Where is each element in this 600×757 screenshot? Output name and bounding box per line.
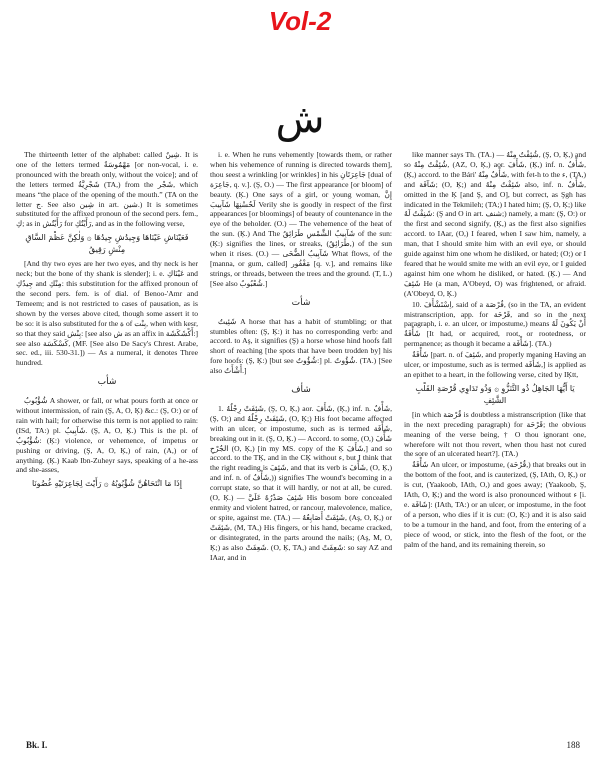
column-1 [16, 150, 198, 735]
page-number: 188 [566, 740, 580, 750]
column-2 [210, 150, 392, 740]
paragraph: like manner says Th. (TA.) — شُئِفْتُ مِنْهُ, (Ş, O, Ķ,) and so شُئِفْتُ مِنْهُ, (AZ, O, Ķ,) aor. شَأَفَ, (Ķ,) inf. n. شَأْفٌ, (Ķ,) accord. to the Bári' شَأْفٌ مِنْهُ, with fet-h to the ء, (TA,) and شَآفَة; (O, Ķ;) and شَئِفْتُ مِنْهُ also, inf. n. شَأْفٌ, omitted in the Ķ [and Ş, and O], but correct, as Şgh has indicated in the Tekmileh; (TA;) I hated him; (Ş, O, Ķ;) like شَنِفْتُ لَهُ: (Ş and O in art. شنف;) namely, a man: (Ş, O:) or the first and second signify, (Ķ,) as the first also signifies accord. to IAar, (O,) I feared, when I saw him, namely, a man, that I should smite him with an evil eye, or should guide against him one whom he disliked, or hated; (O;) or I feared that he would smite me with an evil eye, or I guided against him one whom he disliked, or hated. (Ķ.) — And شَئِفَ He (a man, A'Obeyd, O) was frightened, or afraid. (A'Obeyd, O, Ķ.) [404, 150, 586, 298]
verse-quote: فَعَيْنَاشِ عَيْنَاهَا وَجِيدُشِ جِيدُهَا ۞ وَلٰكِنَّ عَظْمَ السَّاقِ مِنْشِ رَقِيقُ [25, 233, 189, 255]
verse-quote: يَا أَيُّهَا الجَاهِلُ ذُو التَّنَزُّوِ ۞ وَذُو تَدَاوِي قُرْصَةِ القَلْبِ الشَّئِفِ [415, 383, 575, 405]
entry-heading: شأب [97, 377, 117, 388]
section-letter: ش [275, 96, 325, 142]
paragraph: i. e. When he runs vehemently [towards them, or rather when his vehemence of running is directed towards them], thou seest a wrinkling [or wrinkles] in his جَاعِرَتَانِ [dual of جَاعِرَة, q. v.]. (Ş, O.) — The first appearance [or bloom] of beauty. (Ķ.) One says of a girl, or young woman, إِنَّ لَحُسْنِهَا شَآبِيبَ Verily she is goodly in respect of the first appearances [or bloomings] of beauty of countenance in the eye of the beholder. (O.) — The vehemence of the heat of the sun. (Ķ.) And The شَآبِيبُ الشَّمْسِ طَرَائِقُ of the sun: (Ķ:) signifies the lines, or streaks, (طَرَائِقُ,) of the sun when it rises. (O.) — شَآبِيبُ الضُّحَى What flows, of the [manna, or gum, called] مَغْفُور [q. v.], and remains like strings, or threads, between the trees and the ground. (T, L.) [See also شُعْبُوبٌ.] [210, 150, 392, 288]
paragraph: [in which قُرْصَة is doubtless a mistranscription (like that in the next preceding paragraph) for قَرْحَة; the obvious meaning of the verse being, † O thou ignorant one, wherefore wilt not thou revert, when thou hast not cured the sore of an ulcerated heart?]. (TA.) [404, 409, 586, 459]
volume-label: Vol-2 [268, 6, 332, 36]
paragraph: شَئِيتٌ A horse that has a habit of stumbling; or that stumbles often: (Ş, Ķ:) it has no corresponding verb: and accord. to Aş, it signifies (Ş) a horse whose hind hoofs fall short of reaching [the spots that have been trodden by] his fore hoofs: (Ş, Ķ:) [but see شُؤُوتٌ:] pl. شُؤُوتٌ. (TA.) [See also أَشْأَتُ.] [210, 316, 392, 376]
paragraph: شُؤْبُوبٌ A shower, or fall, or what pours forth at once or without intermission, of rain (Ş, A, O, Ķ) &c.: (Ş, O:) or of rain with hail; for otherwise this term is not applied to rain: (ISd, TA:) pl. شَآبِيبُ. (Ş, A, O, Ķ.) This is the pl. of شُؤْبُوبٌ: (Ķ:) violence, or vehemence, of impetus or pushing or driving, (Ş, A, O, Ķ,) of rain, (A,) or of anything. (Ķ.) Kaab Ibn-Zuheyr says, speaking of a he-ass and she-asses, [16, 396, 198, 475]
paragraph: [And thy two eyes are her two eyes, and thy neck is her neck; but the bone of thy shank is slender]; i. e. عَيْنَاكِ and جِيدُكِ and مِنْكِ: this substitution for the affixed pronoun of the second pers. fem. is of dial. of Benoo-'Amr and Temeem; and is not restricted to cases of pausation, as is shown by the verses above cited, though some assert it to be so: it is also substituted for the ة of بِنْت, when with kesr, so that they said بِنْش: [see also ش as an affix in أَكْشَكَشَة:] see also كَسْكَسَة, (MF. [See also De Sacy's Chrest. Arabe, sec. ed., iii. 530-31.]) — As a numeral, it denotes Three hundred. [16, 259, 198, 368]
paragraph: 10. اِسْتَشْأَفَ, said of a فُرْصَة, (so in the TA, an evident mistranscription, app. for قَرْحَة, and so in the next paragraph, i. e. an ulcer, or impostume,) means أَنْ يَكُونَ لَهُ شَأْفَةٌ [It had, or acquired, root, or rootedness, or permanence; as though it became a شَأْفَة]. (TA.) [404, 299, 586, 349]
entry-heading: شأت [291, 297, 311, 308]
paragraph: 1. شَئِفَتْ رِجْلُهُ, (Ş, O, Ķ,) aor. شَأَفَ, (Ķ,) inf. n. شَأْفٌ, (Ş, O;) and شَئِفَتْ رِجْلُهُ, (O, Ķ;) His foot became affected with an ulcer, or impostume, such as is termed شَأْفَة, breaking out in it. (Ş, O, Ķ.) — Accord. to some, (O,) شَأْفَ الجُرْحِ (O, Ķ,) [in my MS. copy of the Ķ شَأَفَ,] and so accord. to the TĶ, and in the CĶ without ء, but I think that the right reading is شَئِفَ, and that its verb is شَأْفَ, (O, Ķ,) and inf. n. of شَأْفٌ,)) signifies The wound's becoming in a corrupt state, so that it will hardly, or not at all, be cured. (O, Ķ.) — شَئِفَ صَدْرُهُ عَلَيَّ His bosom bore concealed enmity and violent hatred, or rancour, malevolence, malice, or spite, against me. (TA.) — شَئِفَتْ أَصَابِعُهُ, (Aş, O, Ķ,) or شَئِفَتْ, (M, TA,) His fingers, or his hand, became cracked, or disintegrated, in the parts around the nails; (Aş, M, O, Ķ;) as also شَعِفَتْ. (O, Ķ, TA,) and شَعِفَتْ: so say AZ and IAar, and in [210, 403, 392, 562]
verse-quote: إِذَا مَا انْتَحَاهُنَّ شُؤْبُوبُهُ ۞ رَأَيْتَ لِجَاعِرَتَيْهِ غُضُونَا [32, 479, 182, 489]
entry-heading: شأف [291, 385, 311, 396]
paragraph: The thirteenth letter of the alphabet: called شِينٌ. It is one of the letters termed مَهْمُوسَةٌ [or non-vocal, i. e. pronounced with the breath only, without the voice]; and of the letters termed شَجْرِيَّةٌ (TA,) from the شَجْر, which means “the place of the opening of the mouth.” (TA on the letter ج. See also شِين in art. شين.) It is sometimes substituted for the affixed pronoun of the second pers. fem., كِ; as in رَأَيْتُش for رَأَيْتُكِ, and as in the following verse, [16, 150, 198, 229]
paragraph: شَأْفَةٌ An ulcer, or impostume, (قُرْحَة,) that breaks out in the bottom of the foot, and is cauterized, (Ş, IAth, O, Ķ,) or is cut, (Yaakoob, IAth, O,) and goes away; (Yaakoob, Ş, IAth, O, Ķ;) and the word is also pronounced without ء [i. e. شَافَة]: (IAth, TA:) or an ulcer, or impostume, in the foot of a person, who dies if it is cut: (O, Ķ:) and it is also said to be a tumour in the hand, and foot, from the entering of a piece of wood, or stick, into the flesh of the foot, or the palm of the hand, and its remaining therein, so [404, 460, 586, 549]
paragraph: شَأْفَةٌ [part. n. of شَئِفَ, and properly meaning Having an ulcer, or impostume, such as is termed شَأْفَة,] is applied as an epithet to a heart, in the following verse, cited by IĶtt, [404, 350, 586, 379]
column-3 [404, 150, 586, 740]
book-label: Bk. I. [26, 740, 48, 750]
